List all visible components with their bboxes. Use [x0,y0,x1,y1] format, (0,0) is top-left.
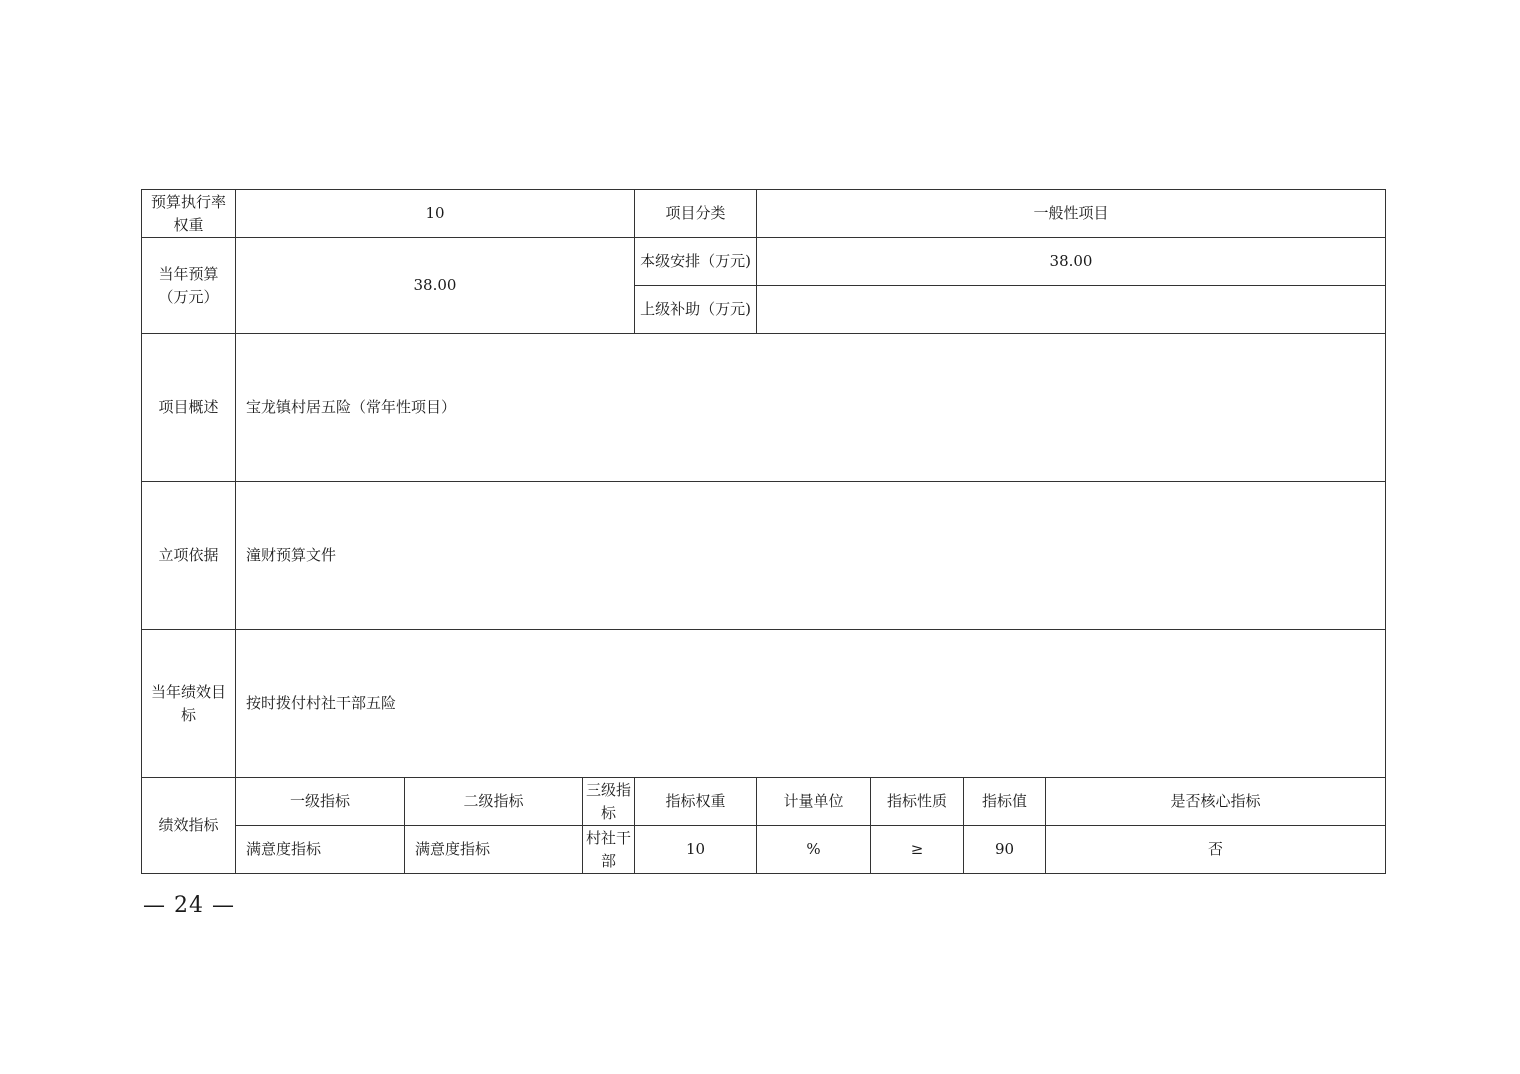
indicator-row [142,826,1386,874]
header-nature: 指标性质 [871,778,964,826]
annual-budget-value: 38.00 [236,238,635,334]
annual-goal-label: 当年绩效目标 [142,630,236,778]
row-basis [142,482,1386,630]
cell-level2: 满意度指标 [405,826,583,874]
overview-value: 宝龙镇村居五险（常年性项目） [236,334,1386,482]
row-overview [142,334,1386,482]
overview-label: 项目概述 [142,334,236,482]
upper-subsidy-value [757,286,1386,334]
cell-weight: 10 [635,826,757,874]
annual-budget-label: 当年预算（万元） [142,238,236,334]
header-level1: 一级指标 [236,778,405,826]
row-exec-rate [142,190,1386,238]
row-annual-goal [142,630,1386,778]
exec-rate-weight-value: 10 [236,190,635,238]
header-level3: 三级指标 [583,778,635,826]
header-unit: 计量单位 [757,778,871,826]
header-weight: 指标权重 [635,778,757,826]
cell-level1: 满意度指标 [236,826,405,874]
indicators-label: 绩效指标 [142,778,236,874]
page-number: — 24 — [143,893,235,918]
cell-nature: ≥ [871,826,964,874]
header-core: 是否核心指标 [1046,778,1386,826]
row-annual-budget [142,238,1386,286]
header-level2: 二级指标 [405,778,583,826]
upper-subsidy-label: 上级补助（万元) [635,286,757,334]
project-performance-table [141,189,1386,874]
local-allocation-label: 本级安排（万元) [635,238,757,286]
cell-core: 否 [1046,826,1386,874]
project-category-label: 项目分类 [635,190,757,238]
basis-label: 立项依据 [142,482,236,630]
cell-level3: 村社干部 [583,826,635,874]
cell-value: 90 [964,826,1046,874]
annual-goal-value: 按时拨付村社干部五险 [236,630,1386,778]
indicator-header-row [142,778,1386,826]
project-category-value: 一般性项目 [757,190,1386,238]
exec-rate-weight-label: 预算执行率权重 [142,190,236,238]
header-value: 指标值 [964,778,1046,826]
basis-value: 潼财预算文件 [236,482,1386,630]
local-allocation-value: 38.00 [757,238,1386,286]
cell-unit: % [757,826,871,874]
